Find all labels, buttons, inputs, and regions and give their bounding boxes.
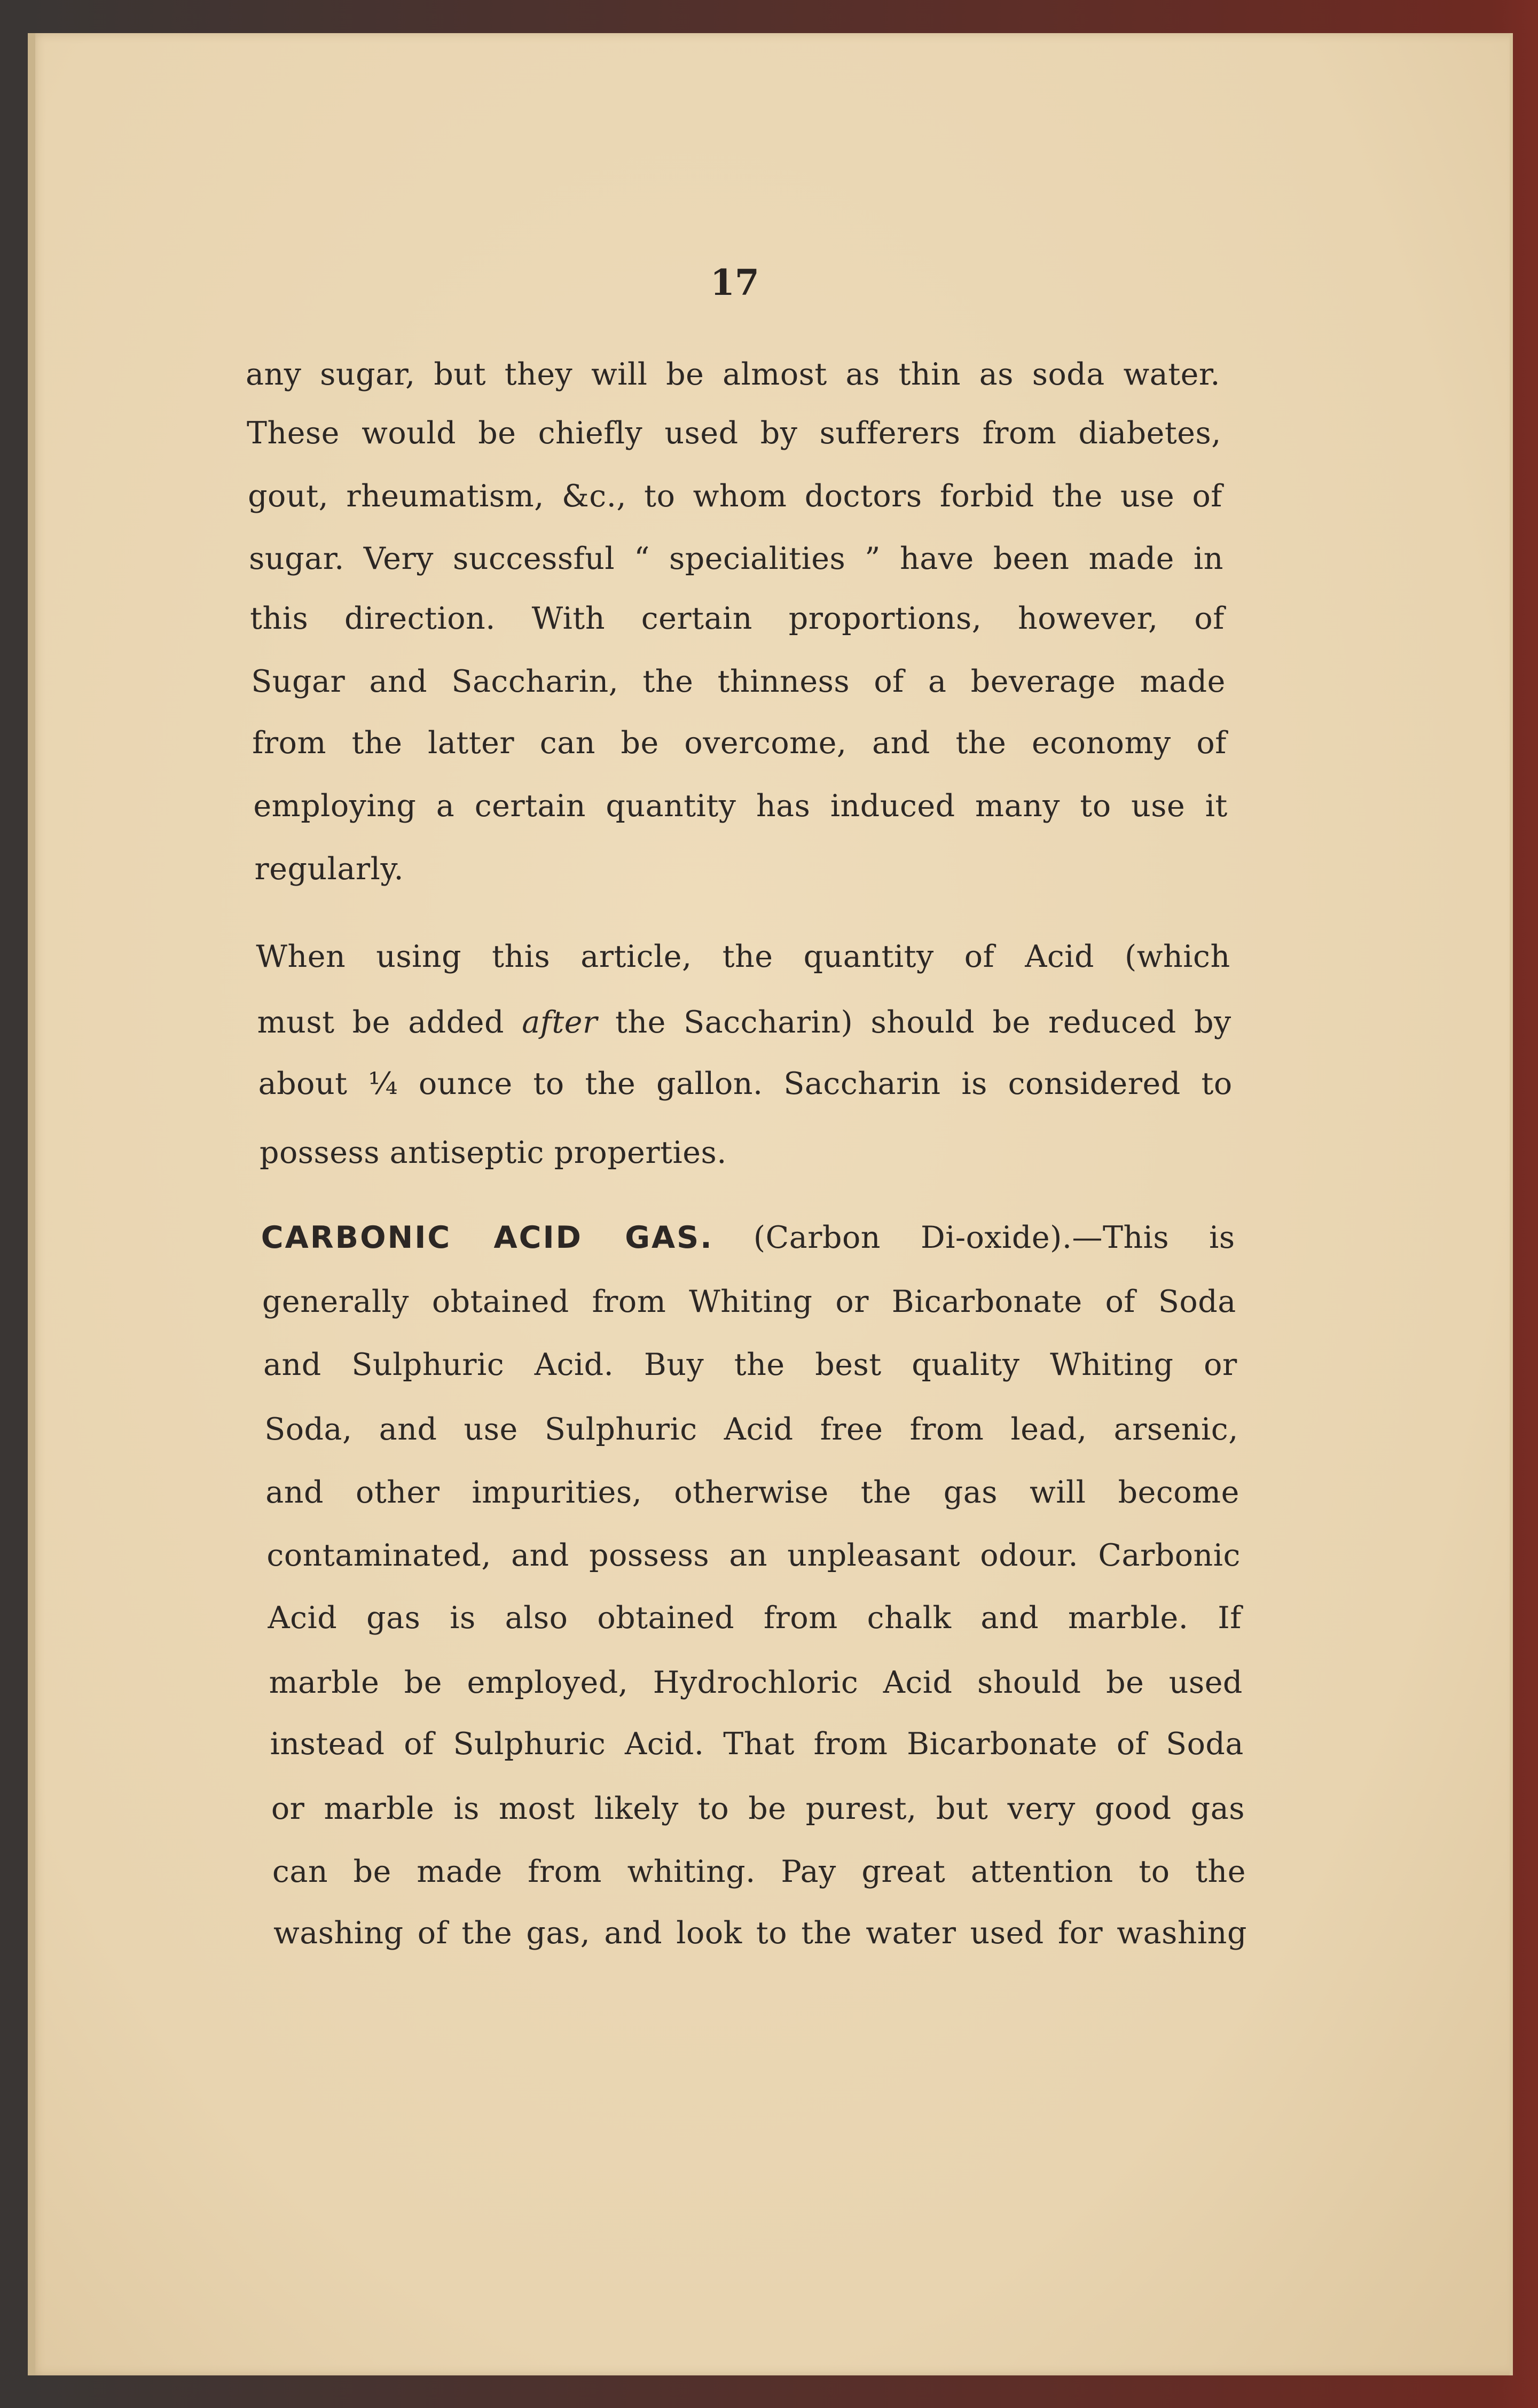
text-line: generally obtained from Whiting or Bicarbonate of Soda <box>262 1284 1236 1319</box>
text-line: Soda, and use Sulphuric Acid free from lead, arsenic, <box>264 1412 1238 1447</box>
text-line: and other impurities, otherwise the gas will become <box>265 1475 1239 1510</box>
text-line: When using this article, the quantity of Acid (which <box>256 939 1230 974</box>
text-line: gout, rheumatism, &c., to whom doctors forbid the use of <box>248 479 1222 514</box>
text-line: about ¼ ounce to the gallon. Saccharin is considered to <box>258 1066 1233 1101</box>
text-line: possess antiseptic properties. <box>259 1135 727 1170</box>
text-line: this direction. With certain proportions, however, of <box>250 601 1225 636</box>
text-span: must be added <box>257 1005 522 1040</box>
text-line: and Sulphuric Acid. Buy the best quality Whiting or <box>263 1347 1237 1382</box>
text-line <box>257 1001 1231 1044</box>
text-line: from the latter can be overcome, and the economy of <box>252 725 1227 761</box>
text-line: contaminated, and possess an unpleasant odour. Carbonic <box>266 1538 1241 1573</box>
text-line: employing a certain quantity has induced many to use it <box>253 788 1228 824</box>
text-line: instead of Sulphuric Acid. That from Bicarbonate of Soda <box>270 1726 1244 1762</box>
italic-text: after <box>522 1005 598 1040</box>
text-line <box>261 1216 1235 1259</box>
section-heading: CARBONIC ACID GAS. <box>261 1220 713 1255</box>
text-line: regularly. <box>254 851 404 887</box>
text-line: washing of the gas, and look to the water used for washing <box>273 1916 1247 1951</box>
text-line: Sugar and Saccharin, the thinness of a beverage made <box>251 664 1226 699</box>
text-line: These would be chiefly used by sufferers from diabetes, <box>246 416 1221 451</box>
text-line: marble be employed, Hydrochloric Acid should be used <box>269 1665 1243 1700</box>
page-gutter <box>28 33 35 2375</box>
text-line: Acid gas is also obtained from chalk and marble. If <box>268 1600 1242 1636</box>
text-line: sugar. Very successful “ specialities ” have been made in <box>249 541 1223 576</box>
text-line: any sugar, but they will be almost as thin as soda water. <box>246 357 1220 392</box>
text-span: the Saccharin) should be reduced by <box>597 1005 1231 1040</box>
text-span: (Carbon Di-oxide).—This is <box>713 1220 1235 1255</box>
page-number: 17 <box>710 262 759 303</box>
text-line: or marble is most likely to be purest, but very good gas <box>271 1791 1245 1826</box>
text-line: can be made from whiting. Pay great attention to the <box>272 1854 1246 1889</box>
